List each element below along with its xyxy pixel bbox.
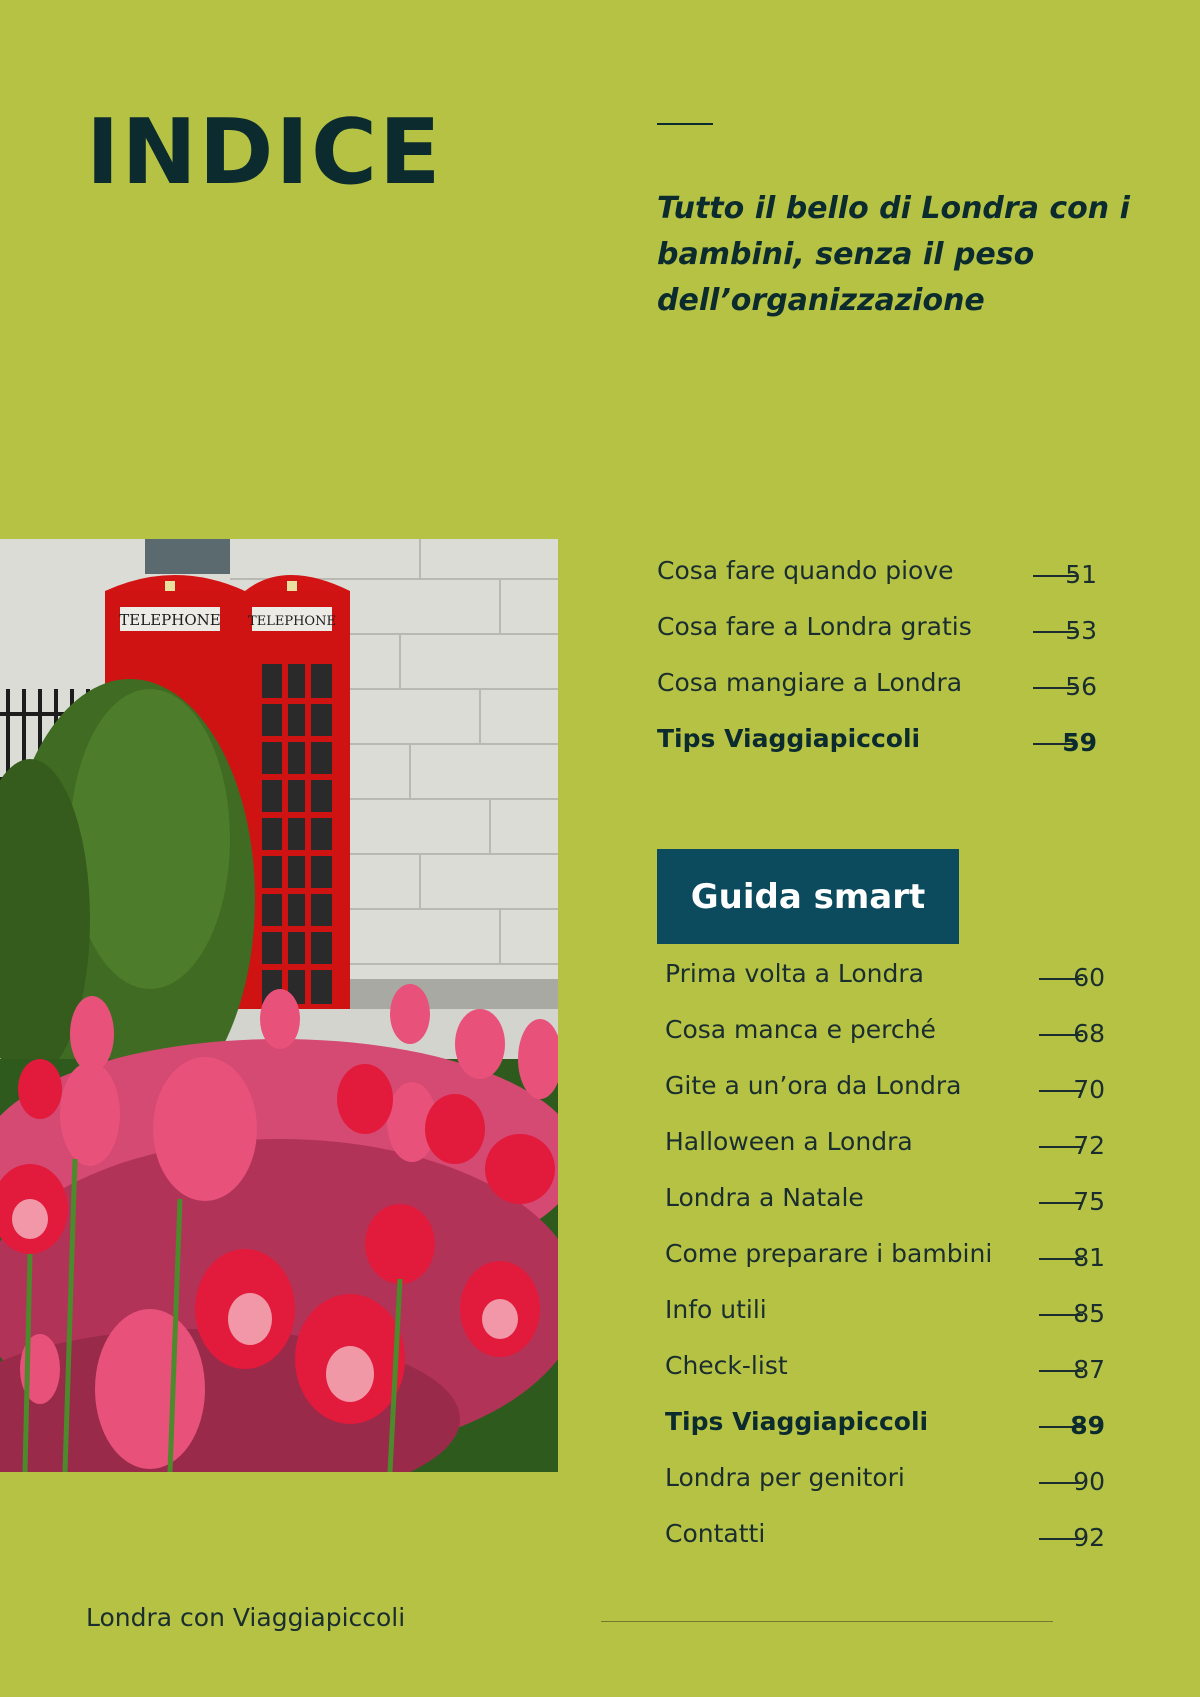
toc-entry-page: 72 <box>1073 1131 1105 1160</box>
section-banner-guida-smart: Guida smart <box>657 849 959 944</box>
toc-entry-highlight[interactable] <box>657 716 1147 772</box>
toc-entry-label: Contatti <box>665 1519 766 1548</box>
toc-entry-page: 59 <box>1062 728 1097 757</box>
toc-entry-label: Tips Viaggiapiccoli <box>657 724 921 753</box>
toc-entry-page: 53 <box>1065 616 1097 645</box>
toc-list-top <box>657 548 1147 772</box>
toc-entry[interactable] <box>665 1455 1155 1511</box>
toc-entry[interactable] <box>665 1175 1155 1231</box>
toc-entry-page: 60 <box>1073 963 1105 992</box>
page-title: INDICE <box>86 100 443 205</box>
toc-entry-label: Come preparare i bambini <box>665 1239 993 1268</box>
toc-entry[interactable] <box>665 1063 1155 1119</box>
toc-list-bottom <box>665 951 1155 1567</box>
telephone-sign-right: TELEPHONE <box>248 614 336 629</box>
toc-entry[interactable] <box>665 1343 1155 1399</box>
page-footer: Londra con Viaggiapiccoli <box>86 1603 406 1632</box>
toc-entry-label: Prima volta a Londra <box>665 959 924 988</box>
toc-entry-page: 75 <box>1073 1187 1105 1216</box>
toc-entry-label: Cosa fare quando piove <box>657 556 954 585</box>
toc-entry[interactable] <box>665 951 1155 1007</box>
toc-entry[interactable] <box>657 604 1147 660</box>
toc-entry-label: Info utili <box>665 1295 767 1324</box>
toc-entry-page: 81 <box>1073 1243 1105 1272</box>
toc-entry[interactable] <box>665 1287 1155 1343</box>
toc-entry[interactable] <box>665 1007 1155 1063</box>
toc-entry-label: Cosa fare a Londra gratis <box>657 612 972 641</box>
toc-entry-page: 70 <box>1073 1075 1105 1104</box>
footer-divider <box>601 1621 1053 1622</box>
toc-entry[interactable] <box>657 548 1147 604</box>
telephone-box-photo <box>0 539 558 1472</box>
toc-entry-label: Gite a un’ora da Londra <box>665 1071 962 1100</box>
title-divider <box>657 123 713 125</box>
toc-entry-label: Cosa mangiare a Londra <box>657 668 963 697</box>
toc-entry[interactable] <box>665 1231 1155 1287</box>
toc-entry[interactable] <box>657 660 1147 716</box>
toc-entry-page: 90 <box>1073 1467 1105 1496</box>
page-subtitle: Tutto il bello di Londra con i bambini, senza il peso dell’organizzazione <box>657 191 1130 318</box>
toc-entry-label: Londra a Natale <box>665 1183 864 1212</box>
toc-entry-label: Check-list <box>665 1351 788 1380</box>
toc-entry-page: 89 <box>1070 1411 1105 1440</box>
toc-entry[interactable] <box>665 1511 1155 1567</box>
toc-entry-page: 51 <box>1065 560 1097 589</box>
toc-entry-page: 56 <box>1065 672 1097 701</box>
toc-entry-page: 92 <box>1073 1523 1105 1552</box>
toc-entry-highlight[interactable] <box>665 1399 1155 1455</box>
toc-entry-label: Halloween a Londra <box>665 1127 913 1156</box>
toc-entry-label: Londra per genitori <box>665 1463 905 1492</box>
toc-entry-page: 68 <box>1073 1019 1105 1048</box>
toc-entry[interactable] <box>665 1119 1155 1175</box>
toc-entry-label: Tips Viaggiapiccoli <box>665 1407 929 1436</box>
toc-entry-page: 87 <box>1073 1355 1105 1384</box>
toc-entry-page: 85 <box>1073 1299 1105 1328</box>
telephone-sign-left: TELEPHONE <box>119 611 221 629</box>
toc-entry-label: Cosa manca e perché <box>665 1015 936 1044</box>
